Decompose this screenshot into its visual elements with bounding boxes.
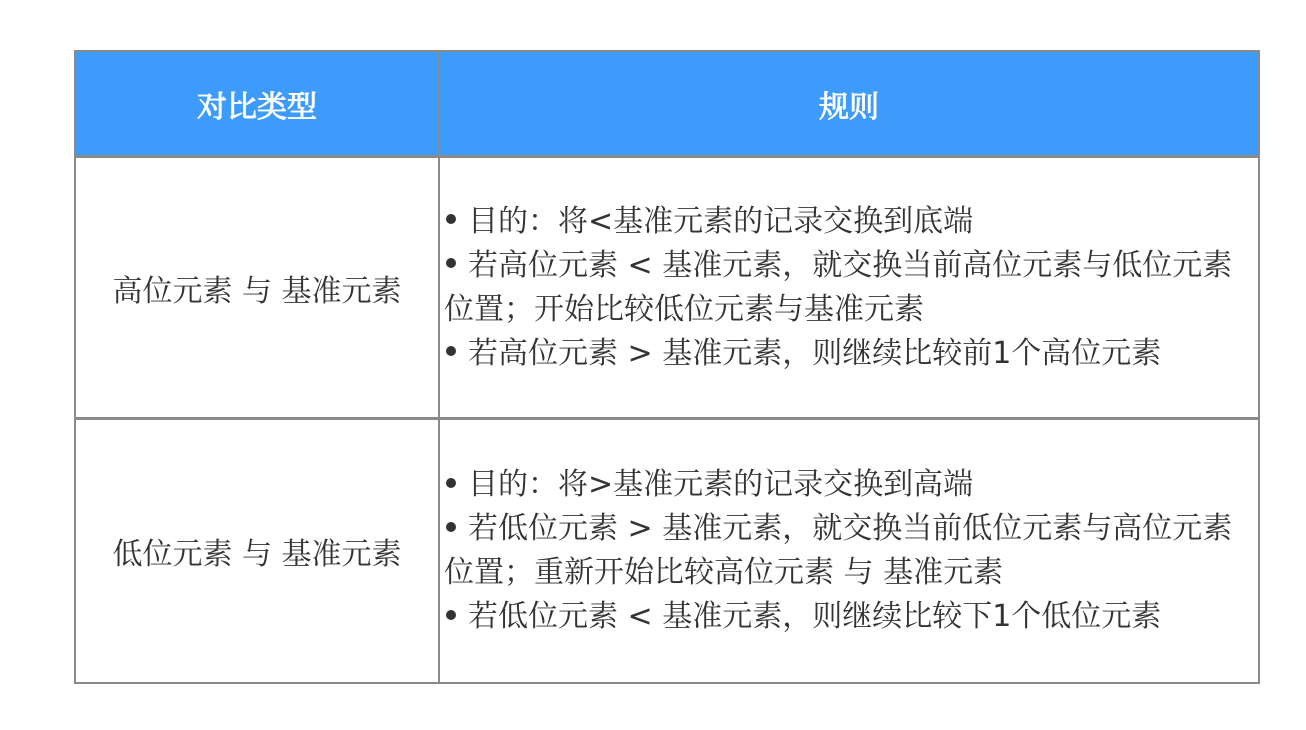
rule-cell (440, 158, 1258, 417)
bullet-icon (446, 522, 456, 532)
rule-text: 目的：将>基准元素的记录交换到高端 (468, 467, 974, 502)
rule-item (444, 507, 1248, 595)
rule-text: 若低位元素 > 基准元素，就交换当前低位元素与高位元素位置；重新开始比较高位元素 与 基准元素 (444, 511, 1233, 590)
type-cell (76, 158, 440, 417)
header-type-label: 对比类型 (197, 89, 317, 125)
table-row (76, 158, 1258, 420)
rule-text: 若低位元素 < 基准元素，则继续比较下1个低位元素 (468, 599, 1162, 634)
header-cell-type (76, 52, 440, 155)
bullet-icon (446, 214, 456, 224)
type-label: 高位元素 与 基准元素 (112, 273, 402, 309)
rule-item (444, 595, 1248, 639)
rule-list (440, 463, 1258, 639)
rule-item (444, 200, 1248, 244)
comparison-rules-table (74, 50, 1260, 684)
rule-list (440, 200, 1258, 376)
header-cell-rule (440, 52, 1258, 155)
bullet-icon (446, 258, 456, 268)
type-label: 低位元素 与 基准元素 (112, 537, 402, 572)
bullet-icon (446, 478, 456, 488)
rule-text: 目的：将<基准元素的记录交换到底端 (468, 203, 974, 239)
rule-cell (440, 420, 1258, 682)
header-rule-label: 规则 (819, 89, 879, 125)
rule-item (444, 332, 1248, 376)
rule-item (444, 244, 1248, 332)
table-row (76, 420, 1258, 682)
rule-text: 若高位元素 > 基准元素，则继续比较前1个高位元素 (468, 335, 1162, 371)
table-header-row (76, 52, 1258, 158)
bullet-icon (446, 610, 456, 620)
rule-item (444, 463, 1248, 507)
rule-text: 若高位元素 < 基准元素，就交换当前高位元素与低位元素 位置；开始比较低位元素与基准元素 (444, 247, 1233, 327)
type-cell (76, 420, 440, 682)
bullet-icon (446, 346, 456, 356)
